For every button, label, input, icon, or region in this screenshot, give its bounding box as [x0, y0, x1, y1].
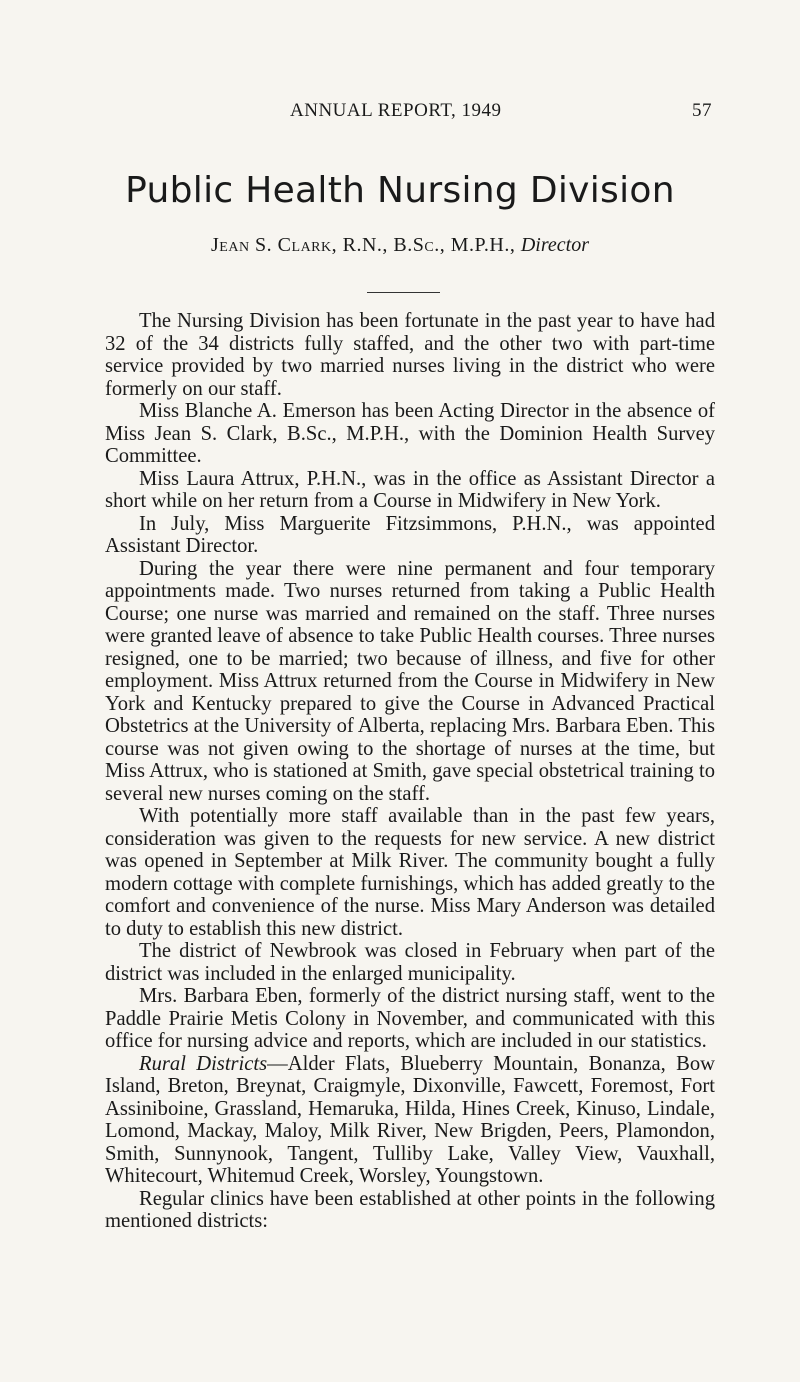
paragraph-staffing: The Nursing Division has been fortunate in the past year to have had 32 of the 34 districts fully staffed, and the other two with part-time service provided by two married nurses living in the district who were formerly on our staff.: [105, 310, 715, 400]
page-title: Public Health Nursing Division: [125, 170, 675, 211]
director-name: Jean S. Clark, R.N., B.Sc., M.P.H.,: [211, 234, 521, 256]
paragraph-rural-districts: [105, 1053, 715, 1188]
paragraph-acting-director: Miss Blanche A. Emerson has been Acting Director in the absence of Miss Jean S. Clark, B.Sc., M.P.H., with the Dominion Health Survey Committee.: [105, 400, 715, 467]
rural-districts-lead: Rural Districts: [139, 1052, 268, 1075]
paragraph-assistant-director-attrux: Miss Laura Attrux, P.H.N., was in the office as Assistant Director a short while on her return from a Course in Midwifery in New York.: [105, 467, 715, 512]
page-number: 57: [692, 100, 712, 121]
section-divider: [367, 292, 440, 293]
paragraph-newbrook: The district of Newbrook was closed in February when part of the district was included in the enlarged municipality.: [105, 940, 715, 985]
rural-districts-list: —Alder Flats, Blueberry Mountain, Bonanza, Bow Island, Breton, Breynat, Craigmyle, Dixonville, Fawcett, Foremost, Fort Assiniboine, Grassland, Hemaruka, Hilda, Hines Creek, Kinuso, Lindale, Lomond, Mackay, Maloy, Milk River, New Brigden, Peers, Plamondon, Smith, Sunnynook, Tangent, Tulliby Lake, Valley View, Vauxhall, Whitecourt, Whitemud Creek, Worsley, Youngstown.: [105, 1052, 715, 1187]
paragraph-appointments: During the year there were nine permanent and four temporary appointments made. Two nurses returned from taking a Public Health Course; one nurse was married and remained on the staff. Three nurses were granted leave of absence to take Public Health courses. Three nurses resigned, one to be married; two because of illness, and five for other employment. Miss Attrux returned from the Course in Midwifery in New York and Kentucky prepared to give the Course in Advanced Practical Obstetrics at the University of Alberta, replacing Mrs. Barbara Eben. This course was not given owing to the shortage of nurses at the time, but Miss Attrux, who is stationed at Smith, gave special obstetrical training to several new nurses coming on the staff.: [105, 557, 715, 805]
byline: [0, 234, 800, 257]
paragraph-new-district: With potentially more staff available than in the past few years, consideration was given to the requests for new service. A new district was opened in September at Milk River. The community bought a fully modern cottage with complete furnishings, which has added greatly to the comfort and convenience of the nurse. Miss Mary Anderson was detailed to duty to establish this new district.: [105, 805, 715, 940]
running-head: ANNUAL REPORT, 1949: [290, 100, 502, 121]
paragraph-regular-clinics: Regular clinics have been established at other points in the following mentioned districts:: [105, 1187, 715, 1232]
paragraph-assistant-director-fitzsimmons: In July, Miss Marguerite Fitzsimmons, P.H.N., was appointed Assistant Director.: [105, 512, 715, 557]
report-body: [105, 310, 715, 1233]
paragraph-paddle-prairie: Mrs. Barbara Eben, formerly of the district nursing staff, went to the Paddle Prairie Metis Colony in November, and communicated with this office for nursing advice and reports, which are included in our statistics.: [105, 985, 715, 1052]
director-role: Director: [520, 234, 589, 256]
